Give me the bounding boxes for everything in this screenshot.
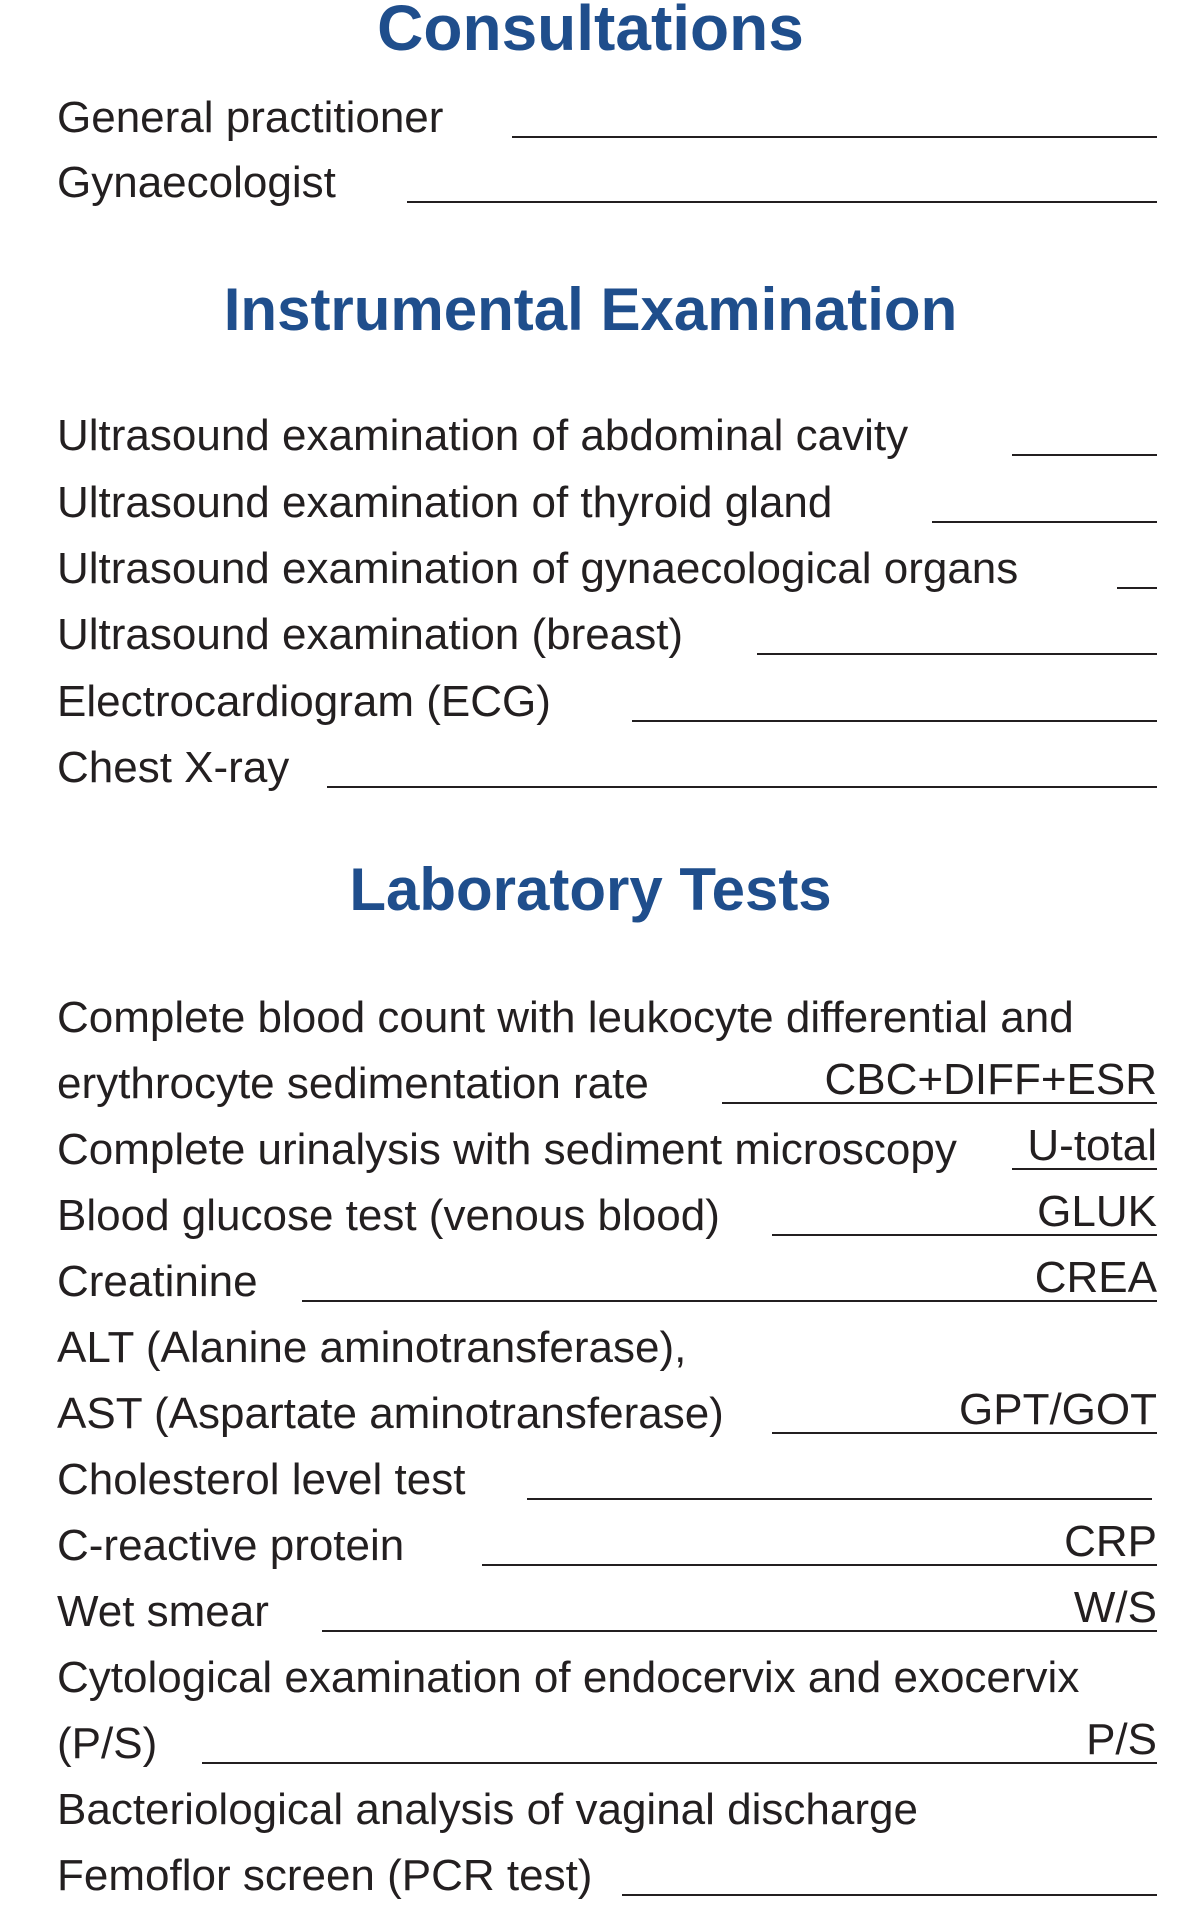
fill-in-line[interactable] bbox=[407, 201, 1157, 203]
instrumental-row bbox=[57, 740, 1157, 800]
lab-code: GPT/GOT bbox=[959, 1385, 1157, 1434]
fill-in-line[interactable] bbox=[1117, 587, 1157, 589]
lab-code: W/S bbox=[1073, 1583, 1157, 1632]
lab-label: Blood glucose test (venous blood) bbox=[57, 1191, 720, 1240]
lab-row-cytology bbox=[57, 1716, 1157, 1776]
lab-row-line1 bbox=[57, 1320, 1157, 1380]
lab-label: AST (Aspartate aminotransferase) bbox=[57, 1389, 724, 1438]
instrumental-row bbox=[57, 541, 1157, 601]
fill-in-line[interactable] bbox=[757, 653, 1157, 655]
lab-label-line1: Bacteriological analysis of vaginal discharge bbox=[57, 1785, 918, 1834]
fill-in-line[interactable] bbox=[1012, 454, 1157, 456]
fill-in-line[interactable] bbox=[302, 1300, 1157, 1302]
lab-row-wet-smear bbox=[57, 1584, 1157, 1644]
lab-row-cholesterol bbox=[57, 1452, 1157, 1512]
instrumental-label: Ultrasound examination (breast) bbox=[57, 610, 684, 659]
instrumental-row bbox=[57, 475, 1157, 535]
lab-row-creatinine bbox=[57, 1254, 1157, 1314]
lab-row-line1 bbox=[57, 1782, 1157, 1842]
fill-in-line[interactable] bbox=[322, 1630, 1157, 1632]
lab-label-line1: Cytological examination of endocervix and exocervix bbox=[57, 1653, 1080, 1702]
lab-code: CBC+DIFF+ESR bbox=[824, 1055, 1157, 1104]
lab-label-line1: Complete blood count with leukocyte differential and bbox=[57, 993, 1074, 1042]
lab-label-line1: ALT (Alanine aminotransferase), bbox=[57, 1323, 687, 1372]
instrumental-label: Ultrasound examination of thyroid gland bbox=[57, 478, 833, 527]
lab-code: GLUK bbox=[1037, 1187, 1157, 1236]
lab-row-alt-ast bbox=[57, 1386, 1157, 1446]
lab-row-femoflor bbox=[57, 1848, 1157, 1908]
consultation-label: General practitioner bbox=[57, 93, 444, 142]
lab-row-line1 bbox=[57, 990, 1157, 1050]
instrumental-row bbox=[57, 674, 1157, 734]
instrumental-row bbox=[57, 408, 1157, 468]
consultation-row-gynaecologist bbox=[57, 155, 1157, 215]
laboratory-heading: Laboratory Tests bbox=[349, 856, 832, 923]
instrumental-label: Electrocardiogram (ECG) bbox=[57, 677, 551, 726]
lab-label: Complete urinalysis with sediment microscopy bbox=[57, 1125, 957, 1174]
lab-label: Wet smear bbox=[57, 1587, 269, 1636]
consultation-label: Gynaecologist bbox=[57, 158, 336, 207]
fill-in-line[interactable] bbox=[622, 1894, 1157, 1896]
fill-in-line[interactable] bbox=[932, 521, 1157, 523]
fill-in-line[interactable] bbox=[527, 1498, 1152, 1500]
lab-label: Femoflor screen (PCR test) bbox=[57, 1851, 593, 1900]
lab-label: erythrocyte sedimentation rate bbox=[57, 1059, 649, 1108]
lab-code: P/S bbox=[1086, 1715, 1157, 1764]
fill-in-line[interactable] bbox=[327, 786, 1157, 788]
lab-label: (P/S) bbox=[57, 1719, 158, 1768]
fill-in-line[interactable] bbox=[512, 136, 1157, 138]
lab-row-glucose bbox=[57, 1188, 1157, 1248]
instrumental-row bbox=[57, 607, 1157, 667]
lab-row-line1 bbox=[57, 1650, 1157, 1710]
fill-in-line[interactable] bbox=[202, 1762, 1157, 1764]
fill-in-line[interactable] bbox=[632, 720, 1157, 722]
lab-label: Cholesterol level test bbox=[57, 1455, 466, 1504]
lab-code: U-total bbox=[1027, 1121, 1157, 1170]
lab-label: Creatinine bbox=[57, 1257, 258, 1306]
instrumental-label: Ultrasound examination of abdominal cavity bbox=[57, 411, 909, 460]
lab-label: C-reactive protein bbox=[57, 1521, 405, 1570]
lab-row-urinalysis bbox=[57, 1122, 1157, 1182]
lab-code: CREA bbox=[1034, 1253, 1157, 1302]
lab-code: CRP bbox=[1064, 1517, 1157, 1566]
lab-row-cbc bbox=[57, 1056, 1157, 1116]
fill-in-line[interactable] bbox=[482, 1564, 1157, 1566]
instrumental-heading: Instrumental Examination bbox=[223, 276, 958, 343]
consultation-row-general-practitioner bbox=[57, 90, 1157, 150]
instrumental-label: Chest X-ray bbox=[57, 743, 290, 792]
lab-row-crp bbox=[57, 1518, 1157, 1578]
instrumental-label: Ultrasound examination of gynaecological organs bbox=[57, 544, 1019, 593]
consultations-heading: Consultations bbox=[377, 0, 804, 64]
